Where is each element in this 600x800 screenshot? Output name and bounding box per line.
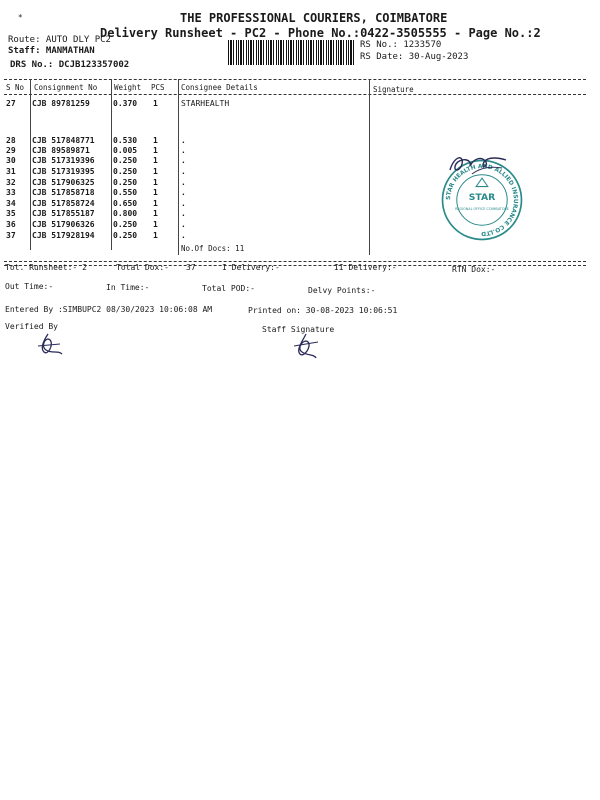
rtn-dox: RTN Dox:-	[452, 265, 496, 274]
col-header-pcs: PCS	[151, 83, 165, 92]
total-dox-value: 37	[186, 263, 196, 272]
cell-weight: 0.250	[113, 220, 138, 229]
cell-consignee: .	[181, 199, 186, 208]
stamp-small-text: REGIONAL OFFICE COIMBATORE	[455, 207, 509, 212]
cell-weight: 0.650	[113, 199, 138, 208]
cell-consignee: .	[181, 209, 186, 218]
cell-consignment: CJB 517319395	[32, 167, 95, 176]
cell-pcs: 1	[153, 99, 158, 108]
col-header-sno: S No	[6, 83, 25, 92]
cell-consignment: CJB 517319396	[32, 156, 95, 165]
cell-weight: 0.250	[113, 156, 138, 165]
route-label: Route: AUTO DLY PC2	[8, 35, 111, 45]
cell-sno: 28	[6, 136, 16, 145]
cell-sno: 35	[6, 209, 16, 218]
cell-consignment: CJB 517858718	[32, 188, 95, 197]
stamp-center-text: STAR	[468, 192, 496, 203]
no-of-docs: No.Of Docs: 11	[181, 244, 245, 253]
cell-consignment: CJB 89589871	[32, 146, 90, 155]
cell-consignment: CJB 517858724	[32, 199, 95, 208]
cell-consignment: CJB 517906326	[32, 220, 95, 229]
cell-pcs: 1	[153, 209, 158, 218]
cell-sno: 31	[6, 167, 16, 176]
col-header-weight: Weight	[114, 83, 142, 92]
cell-consignee: .	[181, 167, 186, 176]
cell-pcs: 1	[153, 178, 158, 187]
cell-weight: 0.800	[113, 209, 138, 218]
cell-pcs: 1	[153, 136, 158, 145]
cell-consignment: CJB 517855187	[32, 209, 95, 218]
rs-date: RS Date: 30-Aug-2023	[360, 52, 469, 62]
stamp-ring-text: STAR HEALTH AND ALLIED INSURANCE CO.LTD	[446, 164, 518, 236]
cell-consignment: CJB 517848771	[32, 136, 95, 145]
delvy-points: Delvy Points:-	[308, 286, 376, 295]
summary-top-rule-2	[4, 265, 586, 266]
verified-by: Verified By	[5, 322, 58, 331]
cell-consignee: .	[181, 146, 186, 155]
out-time: Out Time:-	[5, 282, 54, 291]
printed-on: Printed on: 30-08-2023 10:06:51	[248, 306, 398, 315]
cell-pcs: 1	[153, 167, 158, 176]
company-title: THE PROFESSIONAL COURIERS, COIMBATORE	[180, 11, 448, 25]
cell-pcs: 1	[153, 188, 158, 197]
cell-consignment: CJB 517928194	[32, 231, 95, 240]
cell-pcs: 1	[153, 199, 158, 208]
cell-weight: 0.250	[113, 231, 138, 240]
stamp-signature-icon	[444, 150, 514, 180]
i-delivery: I Delivery:-	[222, 263, 280, 272]
summary-top-rule	[4, 261, 586, 262]
cell-sno: 32	[6, 178, 16, 187]
cell-pcs: 1	[153, 146, 158, 155]
cell-weight: 0.005	[113, 146, 138, 155]
cell-consignment: CJB 517906325	[32, 178, 95, 187]
table-header-rule	[4, 94, 586, 95]
cell-weight: 0.370	[113, 99, 138, 108]
ii-delivery: II Delivery:-	[334, 263, 397, 272]
page-mark: *	[18, 13, 23, 22]
drs-number: DRS No.: DCJB123357002	[10, 60, 130, 70]
col-divider-1	[30, 79, 31, 250]
cell-pcs: 1	[153, 220, 158, 229]
cell-weight: 0.530	[113, 136, 138, 145]
cell-consignee: .	[181, 220, 186, 229]
total-dox-label: Total Dox:-	[116, 263, 169, 272]
col-divider-3	[178, 79, 179, 255]
cell-sno: 34	[6, 199, 16, 208]
table-top-rule	[4, 79, 586, 80]
cell-sno: 33	[6, 188, 16, 197]
cell-consignee: .	[181, 178, 186, 187]
col-header-consignment: Consignment No	[34, 83, 98, 92]
staff-signature-label: Staff Signature	[262, 325, 335, 334]
cell-pcs: 1	[153, 156, 158, 165]
cell-weight: 0.550	[113, 188, 138, 197]
cell-consignee: .	[181, 136, 186, 145]
cell-sno: 37	[6, 231, 16, 240]
col-header-signature: Signature	[373, 85, 414, 94]
total-pod: Total POD:-	[202, 284, 255, 293]
rs-number: RS No.: 1233570	[360, 40, 442, 50]
cell-sno: 27	[6, 99, 16, 108]
barcode	[228, 40, 356, 65]
cell-consignee: .	[181, 156, 186, 165]
staff-signature-icon	[290, 332, 322, 362]
in-time: In Time:-	[106, 283, 150, 292]
cell-sno: 36	[6, 220, 16, 229]
cell-weight: 0.250	[113, 178, 138, 187]
cell-consignee: .	[181, 231, 186, 240]
staff-label: Staff: MANMATHAN	[8, 46, 95, 56]
col-divider-4	[369, 79, 370, 255]
cell-sno: 29	[6, 146, 16, 155]
cell-consignee: STARHEALTH	[181, 99, 230, 108]
cell-pcs: 1	[153, 231, 158, 240]
col-header-consignee: Consignee Details	[181, 83, 258, 92]
col-divider-2	[111, 79, 112, 250]
tot-runsheet: Tot. Runsheet:- 2	[5, 263, 87, 272]
cell-weight: 0.250	[113, 167, 138, 176]
verifier-signature-icon	[34, 332, 66, 358]
cell-consignment: CJB 89781259	[32, 99, 90, 108]
cell-consignee: .	[181, 188, 186, 197]
cell-sno: 30	[6, 156, 16, 165]
runsheet-subtitle: Delivery Runsheet - PC2 - Phone No.:0422-3505555 - Page No.:2	[100, 26, 541, 40]
entered-by: Entered By :SIMBUPC2 08/30/2023 10:06:08 AM	[5, 305, 213, 314]
